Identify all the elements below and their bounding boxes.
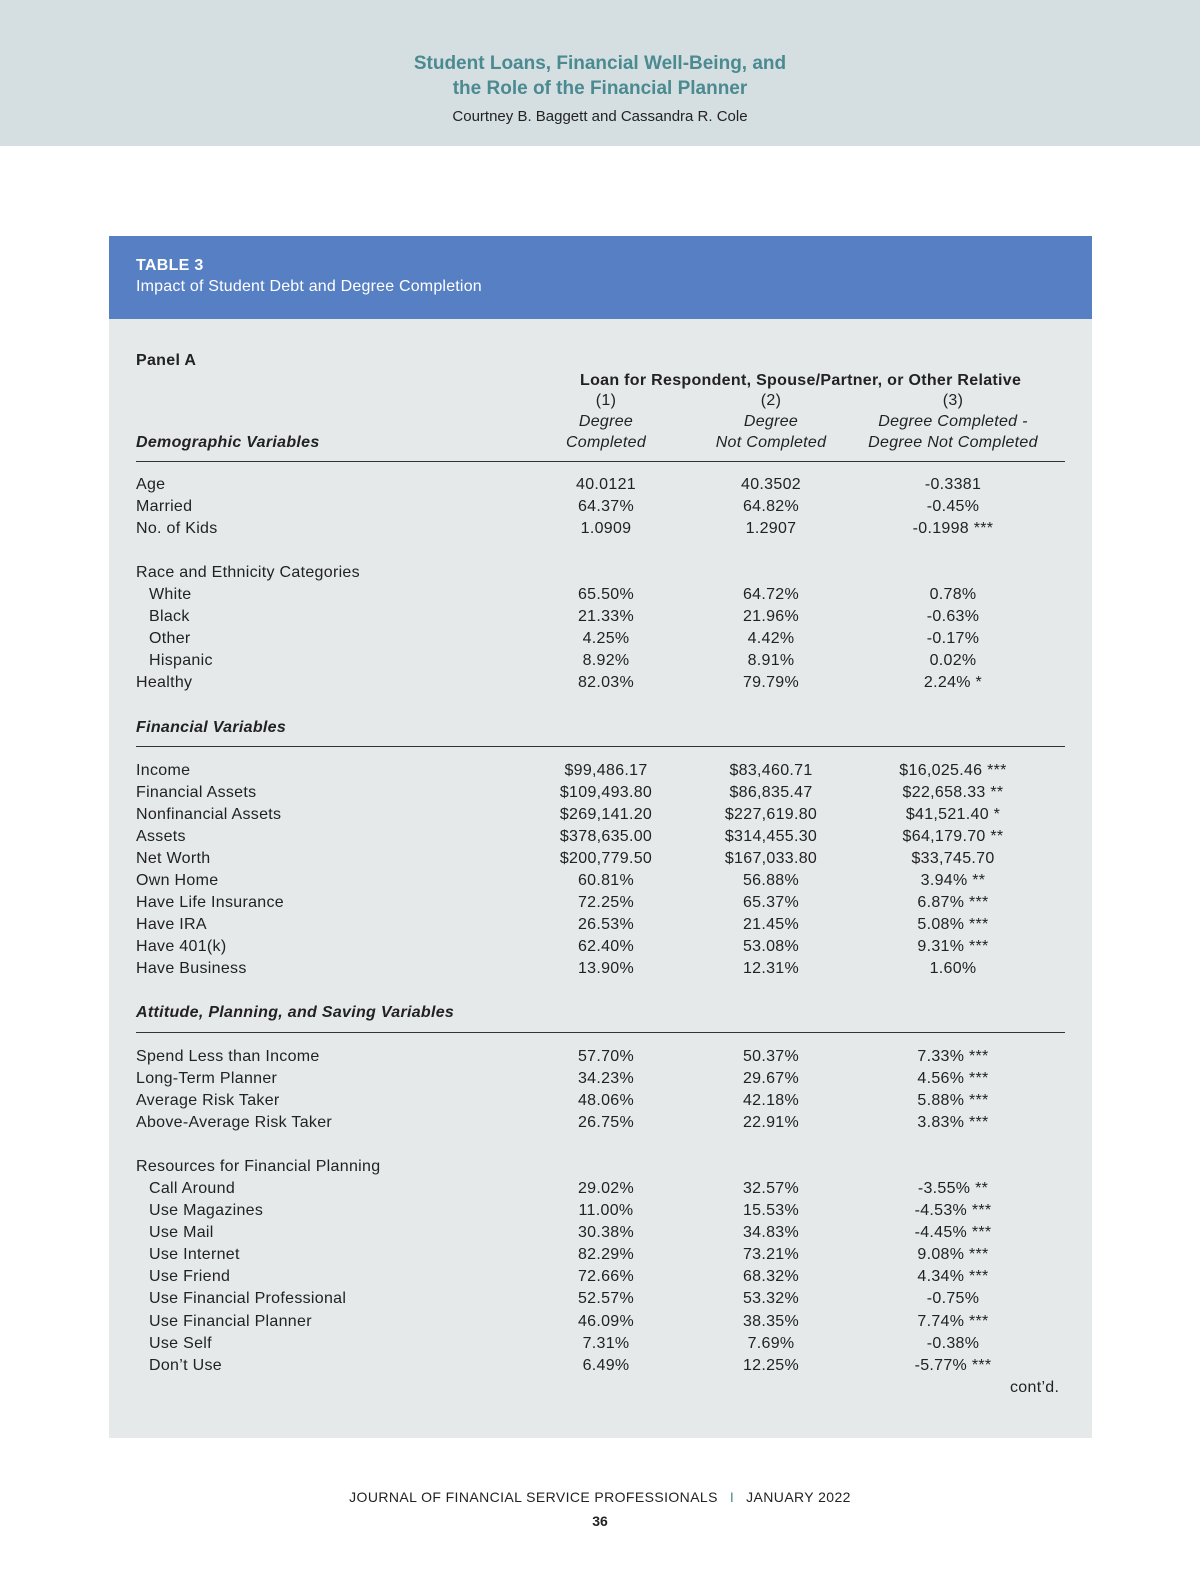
footer-journal — [0, 1489, 1200, 1505]
cell-nonfin-assets-1: $269,141.20 — [559, 806, 653, 823]
row-label-magazines: Use Magazines — [149, 1202, 264, 1219]
cell-kids-2: 1.2907 — [745, 520, 797, 537]
cell-hispanic-1: 8.92% — [582, 652, 630, 669]
cell-mail-3: -4.45% *** — [914, 1224, 992, 1241]
cell-healthy-1: 82.03% — [577, 674, 635, 691]
cell-internet-3: 9.08% *** — [917, 1246, 989, 1263]
article-title-line2: the Role of the Financial Planner — [452, 78, 748, 99]
cell-healthy-2: 79.79% — [742, 674, 800, 691]
table-caption: Impact of Student Debt and Degree Completion — [136, 278, 482, 295]
cell-own-home-3: 3.94% ** — [920, 872, 986, 889]
col-header-1-line2: Completed — [565, 434, 647, 451]
row-label-fin-assets: Financial Assets — [136, 784, 257, 801]
cell-self-2: 7.69% — [747, 1335, 795, 1352]
column-spanner: Loan for Respondent, Spouse/Partner, or Other Relative — [580, 372, 1022, 389]
cell-avg-risk-2: 42.18% — [742, 1092, 800, 1109]
row-label-own-home: Own Home — [136, 872, 219, 889]
cell-magazines-1: 11.00% — [578, 1202, 634, 1219]
page-number: 36 — [592, 1513, 608, 1529]
cell-net-worth-3: $33,745.70 — [911, 850, 995, 867]
row-label-call-around: Call Around — [149, 1180, 236, 1197]
row-label-healthy: Healthy — [136, 674, 193, 691]
row-label-ira: Have IRA — [136, 916, 207, 933]
cell-white-3: 0.78% — [929, 586, 977, 603]
cell-assets-3: $64,179.70 ** — [902, 828, 1004, 845]
cell-income-1: $99,486.17 — [564, 762, 648, 779]
row-label-fin-professional: Use Financial Professional — [149, 1290, 347, 1307]
cell-own-home-2: 56.88% — [742, 872, 800, 889]
cell-fin-professional-3: -0.75% — [926, 1290, 980, 1307]
panel-label: Panel A — [136, 352, 197, 369]
cell-income-2: $83,460.71 — [729, 762, 813, 779]
subheader-resources: Resources for Financial Planning — [136, 1158, 381, 1175]
cell-call-around-3: -3.55% ** — [917, 1180, 989, 1197]
row-label-401k: Have 401(k) — [136, 938, 227, 955]
cell-net-worth-1: $200,779.50 — [559, 850, 653, 867]
cell-fin-assets-2: $86,835.47 — [729, 784, 813, 801]
col-header-2-line1: Degree — [743, 413, 799, 430]
cell-other-3: -0.17% — [926, 630, 980, 647]
subheader-race: Race and Ethnicity Categories — [136, 564, 360, 581]
cell-spend-less-3: 7.33% *** — [917, 1048, 989, 1065]
cell-magazines-2: 15.53% — [742, 1202, 800, 1219]
cell-dont-use-2: 12.25% — [742, 1357, 800, 1374]
cell-fin-professional-2: 53.32% — [742, 1290, 800, 1307]
cell-married-3: -0.45% — [926, 498, 980, 515]
cell-ira-2: 21.45% — [742, 916, 800, 933]
rule-demographic — [136, 461, 1065, 462]
section-financial: Financial Variables — [136, 719, 287, 736]
article-title-line1: Student Loans, Financial Well-Being, and — [413, 53, 787, 74]
cell-spend-less-1: 57.70% — [577, 1048, 635, 1065]
cell-white-1: 65.50% — [577, 586, 635, 603]
cell-friend-1: 72.66% — [577, 1268, 635, 1285]
row-label-age: Age — [136, 476, 166, 493]
row-label-self: Use Self — [149, 1335, 212, 1352]
cell-call-around-1: 29.02% — [577, 1180, 635, 1197]
cell-business-3: 1.60% — [929, 960, 977, 977]
cell-other-1: 4.25% — [582, 630, 630, 647]
col-header-2-line2: Not Completed — [715, 434, 827, 451]
cell-fin-planner-1: 46.09% — [577, 1313, 635, 1330]
row-label-black: Black — [149, 608, 190, 625]
row-label-fin-planner: Use Financial Planner — [149, 1313, 312, 1330]
cell-married-2: 64.82% — [742, 498, 800, 515]
cell-above-risk-1: 26.75% — [577, 1114, 635, 1131]
cell-dont-use-3: -5.77% *** — [914, 1357, 992, 1374]
cell-fin-planner-2: 38.35% — [742, 1313, 800, 1330]
cell-dont-use-1: 6.49% — [582, 1357, 630, 1374]
cell-self-3: -0.38% — [926, 1335, 980, 1352]
rule-attitude — [136, 1032, 1065, 1033]
cell-call-around-2: 32.57% — [742, 1180, 800, 1197]
cell-above-risk-2: 22.91% — [742, 1114, 800, 1131]
cell-friend-2: 68.32% — [742, 1268, 800, 1285]
cell-kids-1: 1.0909 — [580, 520, 632, 537]
cell-black-3: -0.63% — [926, 608, 980, 625]
cell-income-3: $16,025.46 *** — [899, 762, 1007, 779]
cell-internet-2: 73.21% — [742, 1246, 800, 1263]
cell-married-1: 64.37% — [577, 498, 635, 515]
row-label-long-term: Long-Term Planner — [136, 1070, 278, 1087]
col-header-3-line2: Degree Not Completed — [868, 434, 1038, 451]
cell-age-2: 40.3502 — [741, 476, 801, 493]
row-label-above-risk: Above-Average Risk Taker — [136, 1114, 333, 1131]
cell-internet-1: 82.29% — [577, 1246, 635, 1263]
cell-life-insurance-2: 65.37% — [742, 894, 800, 911]
cell-ira-3: 5.08% *** — [917, 916, 989, 933]
cell-own-home-1: 60.81% — [577, 872, 635, 889]
col-number-3: (3) — [942, 392, 964, 409]
table-header — [109, 236, 1092, 319]
footer-separator: I — [729, 1489, 735, 1505]
cell-long-term-2: 29.67% — [742, 1070, 800, 1087]
cell-hispanic-2: 8.91% — [747, 652, 795, 669]
cell-avg-risk-3: 5.88% *** — [917, 1092, 989, 1109]
row-label-net-worth: Net Worth — [136, 850, 211, 867]
cell-kids-3: -0.1998 *** — [912, 520, 994, 537]
row-label-business: Have Business — [136, 960, 247, 977]
article-authors: Courtney B. Baggett and Cassandra R. Cole — [452, 108, 748, 125]
cell-age-3: -0.3381 — [924, 476, 982, 493]
footer-date: JANUARY 2022 — [746, 1489, 851, 1505]
cell-net-worth-2: $167,033.80 — [724, 850, 818, 867]
section-attitude: Attitude, Planning, and Saving Variables — [136, 1004, 455, 1021]
continued-note: cont’d. — [1010, 1379, 1060, 1396]
row-label-mail: Use Mail — [149, 1224, 214, 1241]
row-label-nonfin-assets: Nonfinancial Assets — [136, 806, 282, 823]
row-label-assets: Assets — [136, 828, 186, 845]
cell-mail-2: 34.83% — [742, 1224, 800, 1241]
cell-healthy-3: 2.24% * — [923, 674, 983, 691]
cell-long-term-1: 34.23% — [577, 1070, 635, 1087]
cell-fin-professional-1: 52.57% — [577, 1290, 635, 1307]
row-label-spend-less: Spend Less than Income — [136, 1048, 320, 1065]
cell-magazines-3: -4.53% *** — [914, 1202, 992, 1219]
cell-nonfin-assets-3: $41,521.40 * — [905, 806, 1001, 823]
row-label-internet: Use Internet — [149, 1246, 240, 1263]
row-label-other: Other — [149, 630, 191, 647]
cell-fin-assets-3: $22,658.33 ** — [902, 784, 1004, 801]
table-label: TABLE 3 — [136, 257, 204, 274]
cell-life-insurance-3: 6.87% *** — [917, 894, 989, 911]
col-number-2: (2) — [760, 392, 782, 409]
row-label-avg-risk: Average Risk Taker — [136, 1092, 280, 1109]
cell-self-1: 7.31% — [582, 1335, 630, 1352]
row-label-life-insurance: Have Life Insurance — [136, 894, 285, 911]
section-demographic: Demographic Variables — [136, 434, 320, 451]
row-label-white: White — [149, 586, 192, 603]
row-label-income: Income — [136, 762, 191, 779]
cell-spend-less-2: 50.37% — [742, 1048, 800, 1065]
cell-ira-1: 26.53% — [577, 916, 635, 933]
cell-fin-planner-3: 7.74% *** — [917, 1313, 989, 1330]
cell-life-insurance-1: 72.25% — [577, 894, 635, 911]
col-header-3-line1: Degree Completed - — [878, 413, 1028, 430]
cell-mail-1: 30.38% — [577, 1224, 635, 1241]
cell-friend-3: 4.34% *** — [917, 1268, 989, 1285]
cell-business-1: 13.90% — [577, 960, 635, 977]
cell-assets-1: $378,635.00 — [559, 828, 653, 845]
cell-assets-2: $314,455.30 — [724, 828, 818, 845]
cell-business-2: 12.31% — [742, 960, 800, 977]
cell-other-2: 4.42% — [747, 630, 795, 647]
rule-financial — [136, 746, 1065, 747]
cell-black-2: 21.96% — [742, 608, 800, 625]
cell-fin-assets-1: $109,493.80 — [559, 784, 653, 801]
row-label-friend: Use Friend — [149, 1268, 231, 1285]
cell-above-risk-3: 3.83% *** — [917, 1114, 989, 1131]
cell-401k-1: 62.40% — [577, 938, 635, 955]
footer-journal-name: JOURNAL OF FINANCIAL SERVICE PROFESSIONALS — [349, 1489, 718, 1505]
row-label-married: Married — [136, 498, 193, 515]
row-label-hispanic: Hispanic — [149, 652, 213, 669]
col-header-1-line1: Degree — [578, 413, 634, 430]
cell-white-2: 64.72% — [742, 586, 800, 603]
cell-long-term-3: 4.56% *** — [917, 1070, 989, 1087]
cell-age-1: 40.0121 — [576, 476, 636, 493]
cell-black-1: 21.33% — [577, 608, 635, 625]
col-number-1: (1) — [595, 392, 617, 409]
row-label-dont-use: Don’t Use — [149, 1357, 222, 1374]
cell-avg-risk-1: 48.06% — [577, 1092, 635, 1109]
cell-401k-2: 53.08% — [742, 938, 800, 955]
row-label-kids: No. of Kids — [136, 520, 218, 537]
cell-hispanic-3: 0.02% — [929, 652, 977, 669]
cell-401k-3: 9.31% *** — [917, 938, 989, 955]
cell-nonfin-assets-2: $227,619.80 — [724, 806, 818, 823]
